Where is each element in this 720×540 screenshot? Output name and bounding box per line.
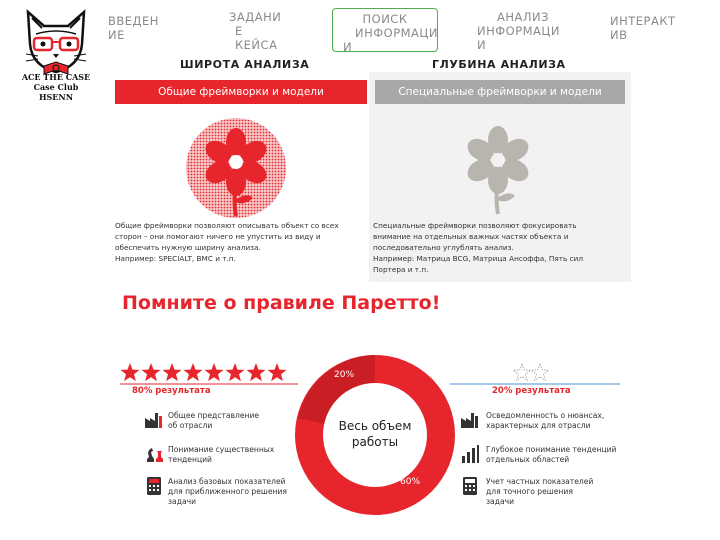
feature-line: Анализ базовых показателей — [168, 477, 286, 486]
star-icon — [247, 363, 266, 381]
nav-label: ИНФОРМАЦИ — [355, 26, 438, 40]
feature-line: Учет частных показателей — [486, 477, 594, 486]
nav-label: И — [343, 40, 353, 54]
left-feature-1 — [168, 411, 259, 431]
nav-info-analysis[interactable] — [477, 10, 560, 52]
breadth-title: ШИРОТА АНАЛИЗА — [180, 58, 310, 71]
left-result-label: 80% результата — [132, 386, 211, 396]
donut-large-label: 60% — [400, 477, 421, 487]
logo-line: HSENN — [38, 92, 74, 102]
desc-line: Общие фреймворки позволяют описывать объект со всех — [115, 221, 339, 230]
feature-line: Понимание существенных — [168, 445, 275, 454]
chess-icon — [144, 444, 164, 464]
nav-case-task[interactable] — [229, 10, 281, 52]
desc-line: внимание на отдельных важных частях объекта и — [373, 232, 569, 241]
nav-label: ПОИСК — [362, 12, 408, 26]
star-icon — [205, 363, 224, 381]
feature-line: Глубокое понимание тенденций — [486, 445, 617, 454]
left-feature-2 — [168, 445, 274, 465]
logo-caption — [6, 72, 106, 102]
logo-line: ACE THE CASE — [21, 72, 91, 82]
nav-label: ИНТЕРАКТ — [610, 14, 676, 28]
desc-line: Например: Матрица BCG, Матрица Ансоффа, Пять сил — [373, 254, 584, 263]
star-icon — [268, 363, 287, 381]
nav-info-search[interactable] — [332, 8, 438, 52]
nav-interactive[interactable] — [610, 14, 676, 42]
nav-label: ИЕ — [108, 28, 125, 42]
work-volume-donut — [290, 350, 460, 520]
donut-center-line: работы — [351, 435, 399, 449]
feature-line: тенденций — [168, 455, 212, 464]
star-outline-icon — [531, 364, 548, 380]
general-frameworks-panel — [115, 72, 367, 282]
desc-line: сторон – они помогают ничего не упустить из виду и — [115, 232, 321, 241]
star-icon — [142, 363, 161, 381]
right-result-label: 20% результата — [492, 386, 571, 396]
general-frameworks-description — [115, 220, 339, 264]
nav-label: ВВЕДЕН — [108, 14, 159, 28]
desc-line: Например: SPECIALT, BMC и т.п. — [115, 254, 236, 263]
nav-intro[interactable] — [108, 14, 159, 42]
right-feature-1 — [486, 411, 604, 431]
red-flower-icon — [181, 116, 291, 220]
grey-flower-icon — [453, 120, 543, 216]
nav-label: ИВ — [610, 28, 628, 42]
factory-icon — [460, 410, 480, 430]
star-icon — [184, 363, 203, 381]
nav-label: И — [477, 38, 487, 52]
feature-line: для точного решения — [486, 487, 573, 496]
right-feature-3 — [486, 477, 593, 507]
nav-label: ИНФОРМАЦИ — [477, 24, 560, 38]
feature-line: отдельных областей — [486, 455, 570, 464]
desc-line: последовательно углублять анализ. — [373, 243, 514, 252]
star-icon — [226, 363, 245, 381]
feature-line: задачи — [486, 497, 515, 506]
desc-line: обеспечить нужную ширину анализа. — [115, 243, 261, 252]
nav-label: КЕЙСА — [235, 38, 278, 52]
special-frameworks-bar: Специальные фреймворки и модели — [375, 80, 625, 104]
nav-label: АНАЛИЗ — [497, 10, 550, 24]
donut-center-line: Весь объем — [338, 419, 412, 433]
star-icon — [121, 363, 140, 381]
logo-line: Case Club — [33, 82, 79, 92]
pareto-title: Помните о правиле Паретто! — [122, 292, 441, 314]
depth-title: ГЛУБИНА АНАЛИЗА — [432, 58, 566, 71]
factory-icon — [144, 410, 164, 430]
feature-line: задачи — [168, 497, 197, 506]
donut-small-label: 20% — [334, 370, 355, 380]
desc-line: Специальные фреймворки позволяют фокусировать — [373, 221, 577, 230]
special-frameworks-description — [373, 220, 583, 275]
nav-label: Е — [235, 24, 243, 38]
nav-label: ЗАДАНИ — [229, 10, 282, 24]
feature-line: об отрасли — [168, 421, 213, 430]
left-feature-3 — [168, 477, 287, 507]
bar-chart-icon — [460, 444, 480, 464]
desc-line: Портера и т.п. — [373, 265, 429, 274]
right-feature-2 — [486, 445, 617, 465]
star-outline-icon — [513, 364, 530, 380]
calculator-icon — [460, 476, 480, 496]
special-frameworks-panel — [369, 72, 631, 282]
feature-line: для приближенного решения — [168, 487, 287, 496]
general-frameworks-bar: Общие фреймворки и модели — [115, 80, 367, 104]
feature-line: характерных для отрасли — [486, 421, 591, 430]
star-icon — [163, 363, 182, 381]
feature-line: Осведомленность о нюансах, — [486, 411, 605, 420]
feature-line: Общее представление — [168, 411, 260, 420]
calculator-icon — [144, 476, 164, 496]
cat-logo-icon — [18, 4, 94, 76]
